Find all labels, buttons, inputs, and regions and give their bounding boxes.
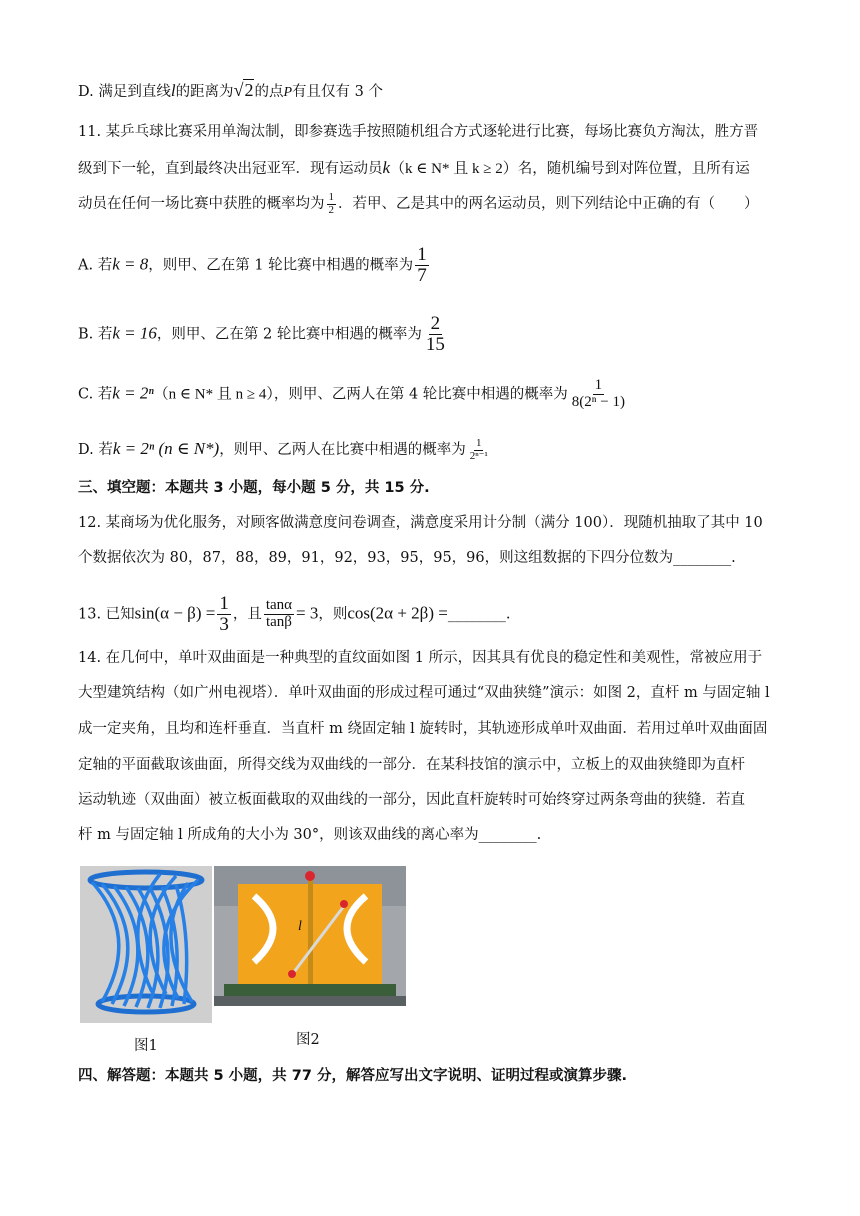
numerator: 1: [328, 191, 334, 203]
math-condition: （k ∈ N* 且 k ≥ 2）: [390, 161, 518, 177]
math-eq: k = 16: [112, 323, 157, 343]
q12-line2: 个数据依次为 80，87，88，89，91，92，93，95，95，96，则这组数据的下四分位数为________.: [78, 550, 736, 566]
answer-blank: ________.: [447, 606, 511, 623]
math-var: P: [283, 85, 293, 100]
q10-option-d: [78, 80, 383, 103]
fraction: [327, 192, 337, 216]
fraction: [570, 378, 627, 411]
text: 名，随机编号到对阵位置，且所有运: [517, 161, 750, 177]
text: ，且: [232, 606, 262, 623]
hyperboloid-drawing: [80, 866, 212, 1023]
denominator: 2ⁿ⁻¹: [469, 449, 488, 462]
text: 的点: [254, 84, 284, 100]
math-eq: k = 2ⁿ: [112, 383, 154, 403]
fraction: [424, 314, 447, 355]
text: D. 若: [78, 442, 113, 459]
denominator: 2: [328, 203, 334, 216]
text: 级到下一轮，直到最终决出冠亚军．现有运动员: [78, 161, 383, 177]
denominator: tanβ: [265, 613, 292, 630]
fraction: [217, 594, 231, 635]
q14-line3: 成一定夹角，且均和连杆垂直．当直杆 m 绕固定轴 l 旋转时，其轨迹形成单叶双曲面．若用过单叶双曲面固: [78, 721, 768, 737]
sqrt-expression: √2: [233, 80, 254, 100]
text: ．若甲、乙是其中的两名运动员，则下列结论中正确的有（ ）: [338, 196, 759, 213]
math-var: k: [382, 158, 391, 177]
math-condition: （n ∈ N* 且 n ≥ 4）: [153, 386, 274, 403]
denominator: 8(2ⁿ − 1): [571, 393, 625, 410]
q14-line4: 定轴的平面截取该曲面，所得交线为双曲线的一部分．在某科技馆的演示中，立板上的双曲狭缝即为直杆: [78, 757, 745, 773]
text: ，则甲、乙在第 2 轮比赛中相遇的概率为: [156, 326, 422, 343]
q11-option-a: [78, 245, 431, 286]
q14-line1: 14. 在几何中，单叶双曲面是一种典型的直纹面如图 1 所示，因其具有优良的稳定性和美观性，常被应用于: [78, 650, 763, 666]
math-cos: cos(2α + 2β) =: [347, 603, 448, 623]
q12-line1: 12. 某商场为优化服务，对顾客做满意度问卷调查，满意度采用计分制（满分 100）．现随机抽取了其中 10: [78, 515, 763, 531]
q11-option-b: [78, 314, 449, 355]
text: D. 满足到直线: [78, 84, 171, 100]
slot-demo-drawing: [214, 866, 406, 1006]
math-eq: = 3: [296, 603, 319, 623]
text: ，则甲、乙两人在第 4 轮比赛中相遇的概率为: [273, 386, 568, 403]
q11-line1: 11. 某乒乓球比赛采用单淘汰制，即参赛选手按照随机组合方式逐轮进行比赛，每场比赛负方淘汰，胜方晋: [78, 124, 759, 140]
math-eq: k = 2ⁿ (n ∈ N*): [112, 439, 220, 459]
denominator: 7: [417, 264, 427, 286]
text: ，则甲、乙两人在比赛中相遇的概率为: [219, 442, 466, 459]
q14-line6: 杆 m 与固定轴 l 所成角的大小为 30°，则该双曲线的离心率为________.: [78, 827, 542, 843]
figure-2-hyperbolic-slot-image: [214, 866, 406, 1006]
q13: [78, 594, 510, 635]
text: B. 若: [78, 326, 113, 343]
numerator: 1: [475, 437, 482, 449]
numerator: 1: [417, 244, 427, 265]
figure-2-caption: 图2: [296, 1032, 320, 1048]
q11-line3: [78, 192, 759, 216]
section-4-heading: 四、解答题：本题共 5 小题，共 77 分，解答应写出文字说明、证明过程或演算步骤.: [78, 1068, 627, 1084]
fraction: [415, 245, 429, 286]
numerator: 1: [594, 377, 603, 393]
q14-line5: 运动轨迹（双曲面）被立板面截取的双曲线的一部分，因此直杆旋转时可始终穿过两条弯曲的狭缝．若直: [78, 792, 745, 808]
axis-l-label: l: [298, 919, 302, 934]
text: 的距离为: [175, 84, 234, 100]
text: 动员在任何一场比赛中获胜的概率均为: [78, 196, 325, 213]
numerator: 2: [430, 313, 441, 334]
text: 有且仅有 3 个: [292, 84, 383, 100]
denominator: 3: [219, 613, 229, 635]
math-eq: k = 8: [112, 254, 149, 274]
q11-line2: [78, 158, 750, 179]
text: A. 若: [78, 257, 113, 274]
section-3-heading: 三、填空题：本题共 3 小题，每小题 5 分，共 15 分.: [78, 480, 430, 496]
denominator: 15: [425, 333, 445, 355]
figure-1-caption: 图1: [134, 1038, 158, 1054]
sqrt-value: 2: [244, 80, 254, 100]
figure-1-hyperboloid-image: [80, 866, 212, 1023]
text: ，则甲、乙在第 1 轮比赛中相遇的概率为: [148, 257, 414, 274]
q11-option-d: [78, 438, 492, 462]
fraction: [264, 598, 294, 631]
q14-line2: 大型建筑结构（如广州电视塔）．单叶双曲面的形成过程可通过“双曲狭缝”演示：如图 2，直杆 m 与固定轴 l: [78, 685, 770, 701]
q11-option-c: [78, 378, 629, 411]
fraction: [468, 438, 490, 462]
numerator: tanα: [265, 597, 293, 614]
text: C. 若: [78, 386, 113, 403]
math-var: l: [170, 81, 176, 100]
math-sin: sin(α − β) =: [134, 603, 216, 623]
text: 13. 已知: [78, 606, 135, 623]
numerator: 1: [219, 593, 229, 614]
text: ，则: [318, 606, 348, 623]
